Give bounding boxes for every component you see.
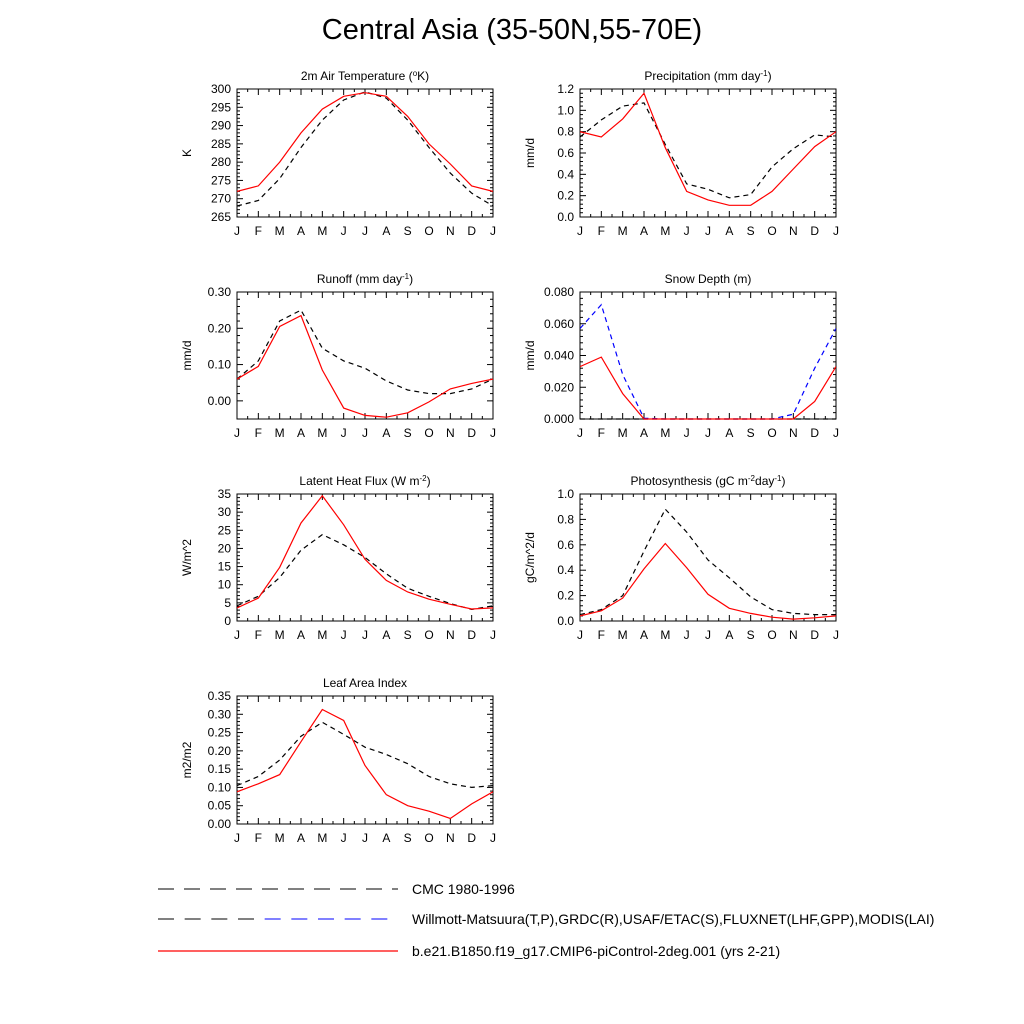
x-tick-label: M: [274, 426, 285, 440]
y-axis-label: mm/d: [180, 340, 194, 371]
x-tick-label: O: [424, 628, 434, 642]
y-tick-label: 270: [210, 191, 231, 206]
x-tick-label: J: [577, 224, 583, 238]
x-tick-label: F: [597, 224, 606, 238]
x-tick-label: D: [467, 831, 477, 845]
x-tick-label: M: [660, 628, 671, 642]
x-tick-label: F: [254, 224, 263, 238]
x-tick-label: D: [467, 426, 477, 440]
y-tick-label: 0.4: [557, 563, 574, 578]
y-tick-label: 285: [210, 136, 231, 151]
y-tick-label: 0.35: [207, 689, 231, 703]
x-tick-label: N: [445, 831, 455, 845]
x-tick-label: J: [833, 224, 839, 238]
legend-item: [158, 881, 515, 897]
x-tick-label: O: [424, 224, 434, 238]
dashed-series-line: [237, 722, 493, 787]
legend-label: Willmott-Matsuura(T,P),GRDC(R),USAF/ETAC(S),FLUXNET(LHF,GPP),MODIS(LAI): [412, 911, 935, 927]
x-tick-label: F: [597, 426, 606, 440]
y-axis-label: K: [180, 148, 194, 158]
panel-title: Latent Heat Flux (W $m^{-2}$): [299, 473, 431, 488]
y-tick-label: 1.0: [557, 487, 574, 501]
x-tick-label: O: [767, 224, 777, 238]
chart-panel: [523, 272, 839, 440]
plot-frame: [237, 292, 493, 419]
x-tick-label: D: [810, 426, 820, 440]
x-tick-label: M: [317, 426, 328, 440]
x-tick-label: J: [234, 831, 240, 845]
y-tick-label: 20: [217, 541, 231, 556]
x-tick-label: M: [317, 224, 328, 238]
x-tick-label: J: [705, 426, 711, 440]
x-tick-label: F: [597, 628, 606, 642]
legend-label: b.e21.B1850.f19_g17.CMIP6-piControl-2deg.001 (yrs 2-21): [412, 943, 781, 959]
x-tick-label: O: [424, 426, 434, 440]
x-tick-label: J: [683, 224, 690, 238]
x-tick-label: J: [833, 628, 839, 642]
x-tick-label: J: [577, 628, 583, 642]
y-tick-label: 0.2: [557, 588, 574, 603]
x-tick-label: M: [317, 831, 328, 845]
chart-panel: [180, 676, 496, 845]
legend-item: [158, 911, 934, 927]
x-tick-label: O: [767, 426, 777, 440]
dashed-series-line: [237, 535, 493, 610]
x-tick-label: J: [234, 426, 240, 440]
x-tick-label: J: [705, 224, 711, 238]
y-tick-label: 10: [217, 577, 231, 592]
solid-series-line: [580, 544, 836, 620]
x-tick-label: S: [746, 426, 755, 440]
panel-title: Leaf Area Index: [322, 676, 408, 690]
y-tick-label: 1.2: [557, 82, 574, 96]
x-tick-label: S: [403, 628, 412, 642]
y-tick-label: 0.0: [557, 614, 574, 628]
y-tick-label: 295: [210, 100, 231, 115]
x-tick-label: J: [340, 831, 347, 845]
y-tick-label: 0.020: [543, 380, 574, 395]
x-tick-label: A: [725, 224, 734, 238]
x-tick-label: A: [382, 628, 391, 642]
dashed-series-line: [580, 509, 836, 614]
chart-panel: [180, 272, 496, 441]
y-tick-label: 15: [217, 559, 231, 574]
x-tick-label: F: [254, 831, 263, 845]
legend-item: [158, 943, 780, 959]
x-tick-label: O: [767, 628, 777, 642]
x-tick-label: A: [725, 628, 734, 642]
y-tick-label: 0.080: [543, 285, 574, 299]
x-tick-label: A: [639, 628, 649, 642]
y-tick-label: 0.000: [543, 412, 574, 426]
x-tick-label: J: [362, 628, 368, 642]
y-tick-label: 1.0: [557, 103, 574, 118]
y-tick-label: 300: [210, 82, 231, 96]
chart-panel: [523, 69, 839, 239]
y-tick-label: 0.040: [543, 348, 574, 363]
plot-frame: [580, 494, 836, 621]
y-tick-label: 0.6: [557, 537, 574, 552]
x-tick-label: M: [617, 426, 628, 440]
x-tick-label: J: [340, 224, 347, 238]
x-tick-label: J: [234, 224, 240, 238]
y-tick-label: 0.25: [207, 725, 231, 740]
x-tick-label: J: [490, 426, 496, 440]
legend-label: CMC 1980-1996: [412, 881, 515, 897]
y-tick-label: 280: [210, 155, 231, 170]
y-tick-label: 0.8: [557, 512, 574, 527]
y-tick-label: 30: [217, 505, 231, 520]
x-tick-label: J: [362, 224, 368, 238]
x-tick-label: S: [403, 224, 412, 238]
y-tick-label: 0.00: [207, 393, 231, 408]
y-tick-label: 0.30: [207, 707, 231, 722]
x-tick-label: A: [382, 426, 391, 440]
y-tick-label: 275: [210, 173, 231, 188]
y-tick-label: 5: [224, 595, 231, 610]
panel-title: 2m Air Temperature ($^o$K): [300, 68, 430, 83]
x-tick-label: N: [445, 628, 455, 642]
x-tick-label: J: [490, 831, 496, 845]
x-tick-label: A: [296, 426, 306, 440]
y-axis-label: W/m^2: [180, 539, 194, 576]
y-axis-label: mm/d: [523, 138, 537, 168]
x-tick-label: A: [296, 831, 306, 845]
x-tick-label: N: [788, 628, 798, 642]
x-tick-label: M: [274, 831, 285, 845]
plot-frame: [237, 494, 493, 621]
solid-series-line: [237, 316, 493, 418]
x-tick-label: N: [788, 426, 798, 440]
x-tick-label: F: [254, 628, 263, 642]
plot-frame: [580, 292, 836, 419]
y-tick-label: 0.00: [207, 817, 231, 831]
x-tick-label: S: [746, 628, 755, 642]
panel-title: Precipitation (mm day$^{-1}$): [644, 68, 772, 83]
y-tick-label: 0.8: [557, 124, 574, 139]
y-tick-label: 0.4: [557, 167, 574, 182]
y-tick-label: 0.10: [207, 357, 231, 372]
dashed-series-line: [237, 92, 493, 206]
dashed-series-line: [580, 103, 836, 198]
x-tick-label: D: [810, 628, 820, 642]
chart-panel: [180, 474, 496, 643]
x-tick-label: J: [340, 426, 347, 440]
x-tick-label: A: [296, 224, 306, 238]
x-tick-label: M: [274, 628, 285, 642]
panel-title: Runoff (mm day$^{-1}$): [316, 271, 414, 286]
x-tick-label: S: [746, 224, 755, 238]
x-tick-label: J: [833, 426, 839, 440]
dashed-series-line: [237, 310, 493, 394]
y-tick-label: 0: [224, 614, 231, 628]
x-tick-label: M: [660, 426, 671, 440]
x-tick-label: J: [490, 628, 496, 642]
y-axis-label: m2/m2: [180, 741, 194, 779]
x-tick-label: J: [234, 628, 240, 642]
x-tick-label: J: [490, 224, 496, 238]
x-tick-label: J: [340, 628, 347, 642]
y-tick-label: 0.060: [543, 316, 574, 331]
x-tick-label: A: [382, 831, 391, 845]
x-tick-label: S: [403, 831, 412, 845]
plot-frame: [237, 89, 493, 217]
x-tick-label: A: [725, 426, 734, 440]
panel-title: Snow Depth (m): [664, 272, 752, 286]
x-tick-label: M: [617, 224, 628, 238]
x-tick-label: J: [577, 426, 583, 440]
x-tick-label: A: [382, 224, 391, 238]
y-tick-label: 25: [217, 523, 231, 538]
x-tick-label: N: [788, 224, 798, 238]
x-tick-label: M: [660, 224, 671, 238]
y-tick-label: 0.05: [207, 798, 231, 813]
solid-series-line: [580, 357, 836, 419]
y-tick-label: 0.2: [557, 188, 574, 203]
solid-series-line: [237, 710, 493, 819]
x-tick-label: M: [274, 224, 285, 238]
x-tick-label: J: [362, 831, 368, 845]
dashed-series-line: [580, 305, 836, 419]
x-tick-label: M: [617, 628, 628, 642]
y-tick-label: 0.0: [557, 210, 574, 224]
chart-panel: [523, 474, 839, 643]
x-tick-label: D: [810, 224, 820, 238]
x-tick-label: D: [467, 224, 477, 238]
x-tick-label: J: [683, 426, 690, 440]
plot-frame: [237, 696, 493, 824]
x-tick-label: A: [639, 426, 649, 440]
y-axis-label: mm/d: [523, 340, 537, 371]
y-tick-label: 265: [210, 210, 231, 224]
y-tick-label: 0.30: [207, 285, 231, 299]
solid-series-line: [237, 93, 493, 192]
y-tick-label: 0.20: [207, 321, 231, 336]
x-tick-label: D: [467, 628, 477, 642]
x-tick-label: M: [317, 628, 328, 642]
x-tick-label: A: [639, 224, 649, 238]
y-tick-label: 0.20: [207, 743, 231, 758]
x-tick-label: F: [254, 426, 263, 440]
x-tick-label: J: [362, 426, 368, 440]
page-title: Central Asia (35-50N,55-70E): [321, 14, 703, 46]
solid-series-line: [237, 496, 493, 609]
x-tick-label: S: [403, 426, 412, 440]
y-tick-label: 0.10: [207, 780, 231, 795]
x-tick-label: A: [296, 628, 306, 642]
y-tick-label: 0.15: [207, 762, 231, 777]
x-tick-label: N: [445, 224, 455, 238]
x-tick-label: J: [683, 628, 690, 642]
x-tick-label: O: [424, 831, 434, 845]
y-tick-label: 290: [210, 118, 231, 133]
panel-title: Photosynthesis (gC $m^{-2}day^{-1}$): [630, 473, 786, 488]
y-tick-label: 0.6: [557, 146, 574, 160]
y-tick-label: 35: [217, 487, 231, 501]
x-tick-label: J: [705, 628, 711, 642]
solid-series-line: [580, 93, 836, 205]
y-axis-label: gC/m^2/d: [523, 532, 537, 583]
x-tick-label: N: [445, 426, 455, 440]
chart-panel: [180, 69, 496, 239]
